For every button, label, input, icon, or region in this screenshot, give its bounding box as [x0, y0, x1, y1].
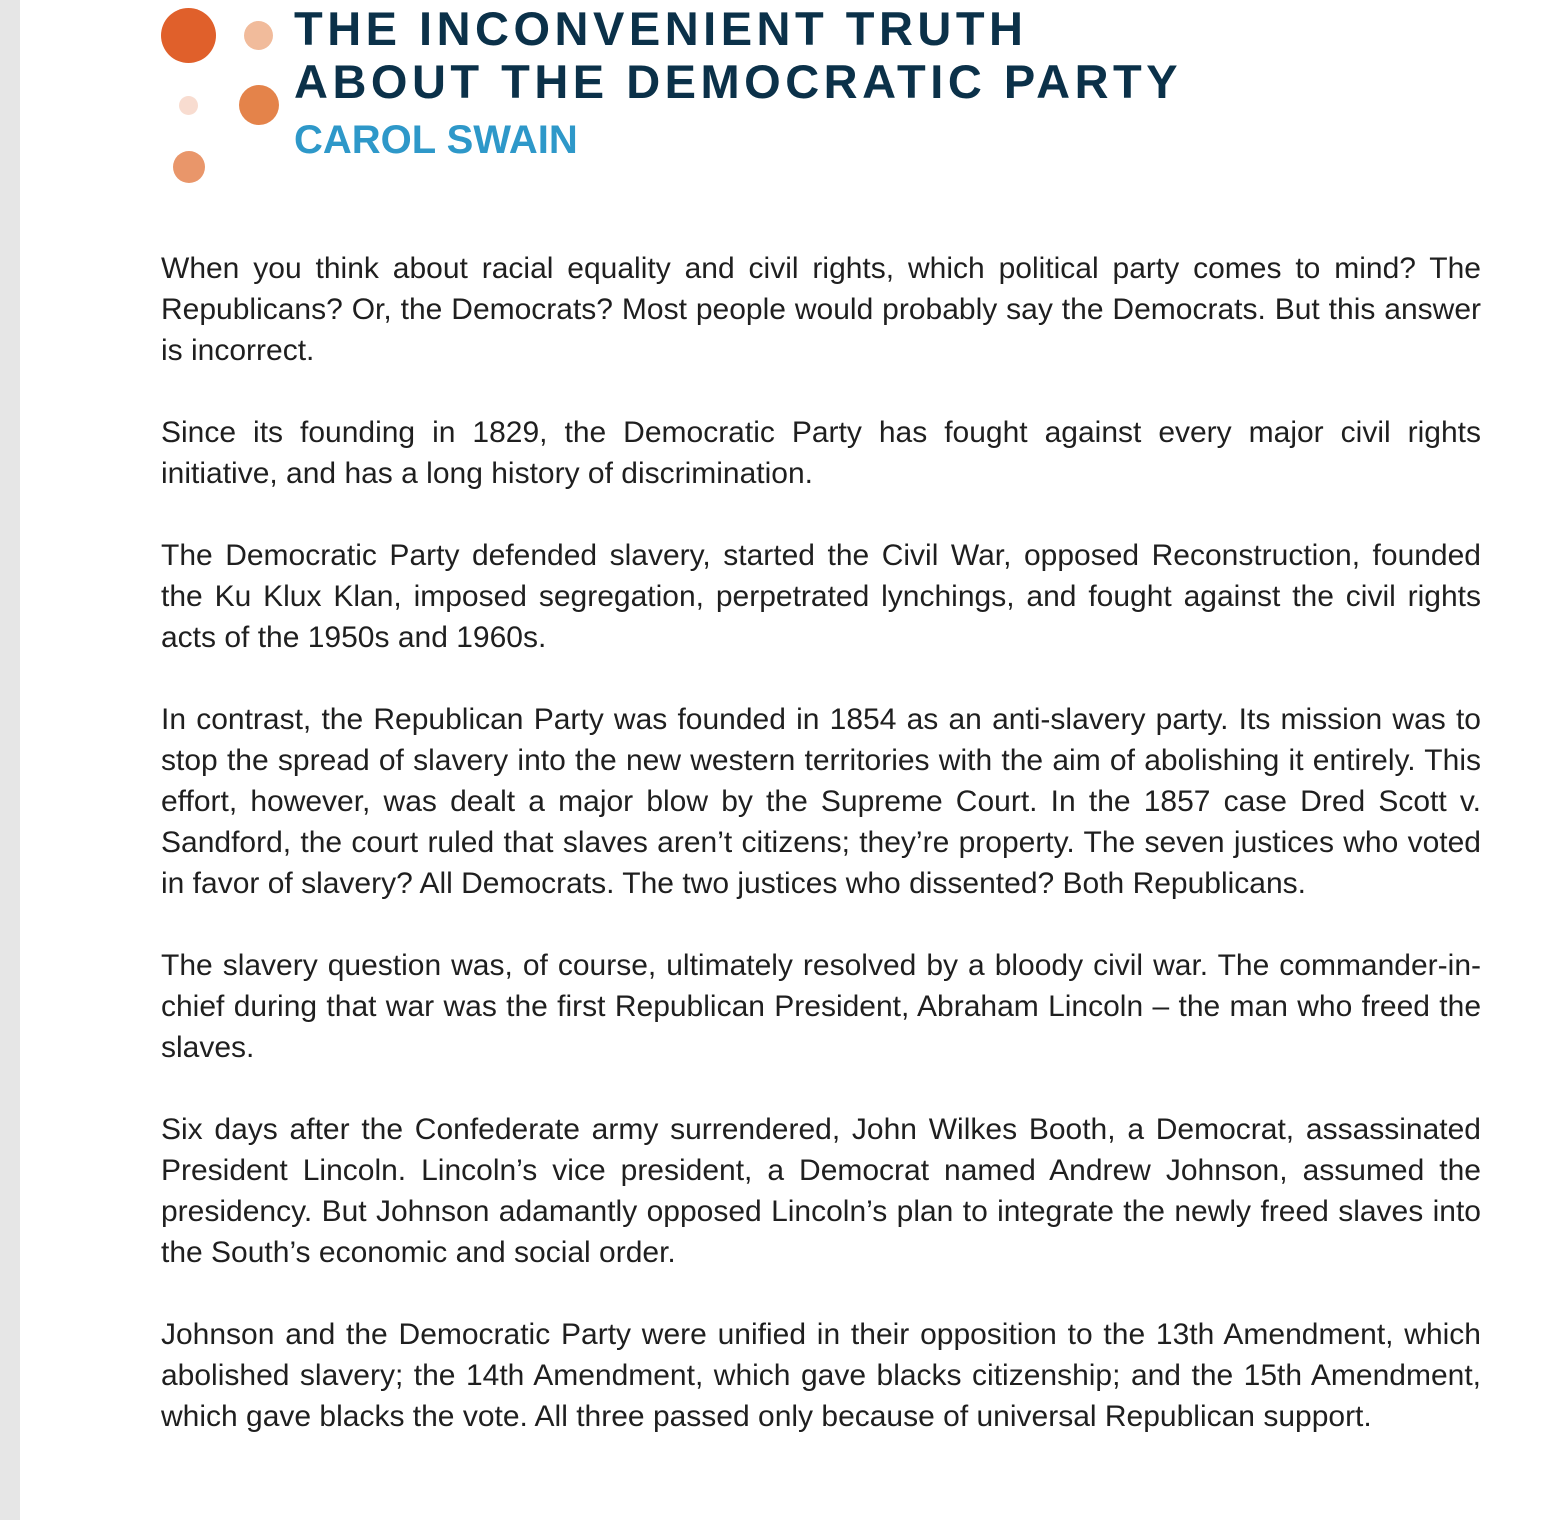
- title-line-2: ABOUT THE DEMOCRATIC PARTY: [294, 55, 1183, 108]
- dot-small-icon: [173, 151, 205, 183]
- paragraph: Since its founding in 1829, the Democratic Party has fought against every major civil rights initiative, and has a long history of discrimination.: [161, 416, 1481, 490]
- paragraph: In contrast, the Republican Party was founded in 1854 as an anti-slavery party. Its mission was to stop the spread of slavery into the new western territories with the aim of abolishing it entirely. This effort, however, was dealt a major blow by the Supreme Court. In the 1857 case Dred Scott v. Sandford, the court ruled that slaves aren’t citizens; they’re property. The seven justices who voted in favor of slavery? All Democrats. The two justices who dissented? Both Republicans.: [161, 703, 1481, 900]
- dot-medium-icon: [239, 85, 279, 125]
- author-name: CAROL SWAIN: [294, 118, 578, 162]
- page-title: [294, 2, 1182, 108]
- dot-tiny-pale-icon: [179, 96, 198, 115]
- paragraph: Johnson and the Democratic Party were unified in their opposition to the 13th Amendment, which abolished slavery; the 14th Amendment, which gave blacks citizenship; and the 15th Amendment, which gave blacks the vote. All three passed only because of universal Republican support.: [161, 1318, 1481, 1433]
- decorative-dots-icon: [0, 0, 300, 200]
- paragraph: The slavery question was, of course, ultimately resolved by a bloody civil war. The commander-in-chief during that war was the first Republican President, Abraham Lincoln – the man who freed the slaves.: [161, 949, 1481, 1064]
- paragraph: When you think about racial equality and civil rights, which political party comes to mind? The Republicans? Or, the Democrats? Most people would probably say the Democrats. But this answer is incorrect.: [161, 252, 1481, 367]
- title-line-1: THE INCONVENIENT TRUTH: [294, 2, 1028, 55]
- paragraph: The Democratic Party defended slavery, started the Civil War, opposed Reconstruction, founded the Ku Klux Klan, imposed segregation, perpetrated lynchings, and fought against the civil rights acts of the 1950s and 1960s.: [161, 539, 1481, 654]
- dot-small-light-icon: [244, 21, 273, 50]
- paragraph: Six days after the Confederate army surrendered, John Wilkes Booth, a Democrat, assassinated President Lincoln. Lincoln’s vice president, a Democrat named Andrew Johnson, assumed the presidency. But Johnson adamantly opposed Lincoln’s plan to integrate the newly freed slaves into the South’s economic and social order.: [161, 1113, 1481, 1269]
- page-left-edge: [0, 0, 20, 1520]
- article-body: [161, 248, 1481, 1478]
- dot-large-icon: [161, 8, 216, 63]
